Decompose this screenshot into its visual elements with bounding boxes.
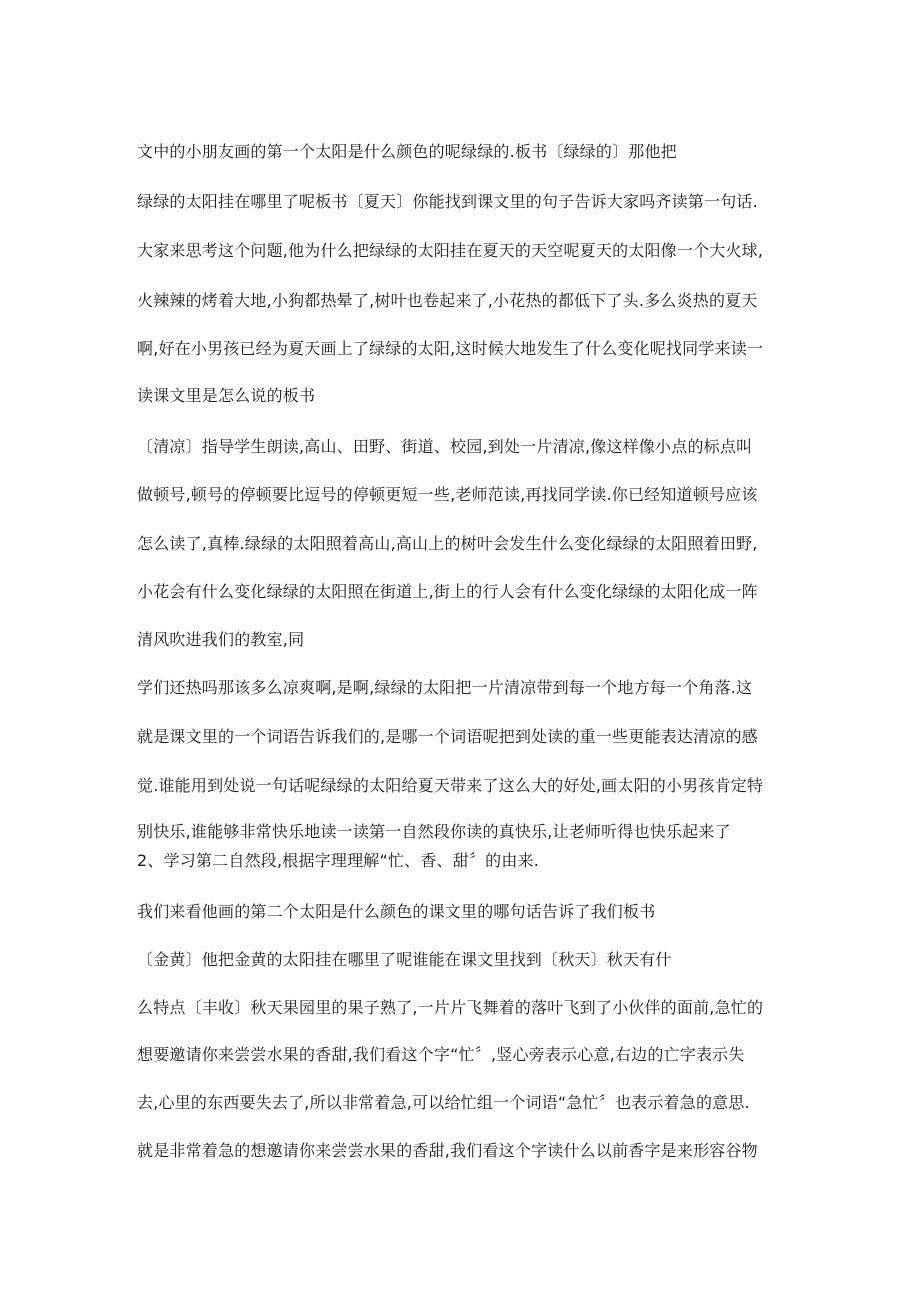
text-line: 别快乐,谁能够非常快乐地读一读第一自然段你读的真快乐,让老师听得也快乐起来了 xyxy=(137,822,731,841)
text-line: 么特点〔丰收〕秋天果园里的果子熟了,一片片飞舞着的落叶飞到了小伙伴的面前,急忙的 xyxy=(137,998,764,1017)
text-line: 怎么读了,真棒.绿绿的太阳照着高山,高山上的树叶会发生什么变化绿绿的太阳照着田野, xyxy=(137,534,758,553)
text-line: 读课文里是怎么说的板书 xyxy=(137,386,316,405)
text-line: 大家来思考这个问题,他为什么把绿绿的太阳挂在夏天的天空呢夏天的太阳像一个大火球, xyxy=(137,241,764,260)
text-line: 火辣辣的烤着大地,小狗都热晕了,树叶也卷起来了,小花热的都低下了头.多么炎热的夏天 xyxy=(137,291,758,310)
text-line: 2、学习第二自然段,根据字理理解“忙、香、甜〞的由来. xyxy=(137,851,540,870)
text-line: 去,心里的东西要失去了,所以非常着急,可以给忙组一个词语“急忙〞也表示着急的意思. xyxy=(137,1093,750,1112)
text-line: 学们还热吗那该多么凉爽啊,是啊,绿绿的太阳把一片清凉带到每一个地方每一个角落.这 xyxy=(137,678,753,697)
text-line: 我们来看他画的第二个太阳是什么颜色的课文里的哪句话告诉了我们板书 xyxy=(137,902,656,921)
text-line: 小花会有什么变化绿绿的太阳照在街道上,街上的行人会有什么变化绿绿的太阳化成一阵 xyxy=(137,582,758,601)
text-line: 做顿号,顿号的停顿要比逗号的停顿更短一些,老师范读,再找同学读.你已经知道顿号应该 xyxy=(137,485,758,504)
text-line: 〔金黄〕他把金黄的太阳挂在哪里了呢谁能在课文里找到〔秋天〕秋天有什 xyxy=(137,950,672,969)
text-line: 绿绿的太阳挂在哪里了呢板书〔夏天〕你能找到课文里的句子告诉大家吗齐读第一句话. xyxy=(137,192,758,211)
text-line: 〔清凉〕指导学生朗读,高山、田野、街道、校园,到处一片清凉,像这样像小点的标点叫 xyxy=(137,437,753,456)
text-line: 文中的小朋友画的第一个太阳是什么颜色的呢绿绿的.板书〔绿绿的〕那他把 xyxy=(137,142,677,161)
text-line: 觉.谁能用到处说一句话呢绿绿的太阳给夏天带来了这么大的好处,画太阳的小男孩肯定特 xyxy=(137,776,764,795)
text-line: 啊,好在小男孩已经为夏天画上了绿绿的太阳,这时候大地发生了什么变化呢找同学来读一 xyxy=(137,339,764,358)
text-line: 就是课文里的一个词语告诉我们的,是哪一个词语呢把到处读的重一些更能表达清凉的感 xyxy=(137,727,758,746)
text-line: 就是非常着急的想邀请你来尝尝水果的香甜,我们看这个字读什么以前香字是来形容谷物 xyxy=(137,1141,758,1160)
text-line: 想要邀请你来尝尝水果的香甜,我们看这个字“忙〞,竖心旁表示心意,右边的亡字表示失 xyxy=(137,1045,745,1064)
text-line: 清风吹进我们的教室,同 xyxy=(137,630,305,649)
